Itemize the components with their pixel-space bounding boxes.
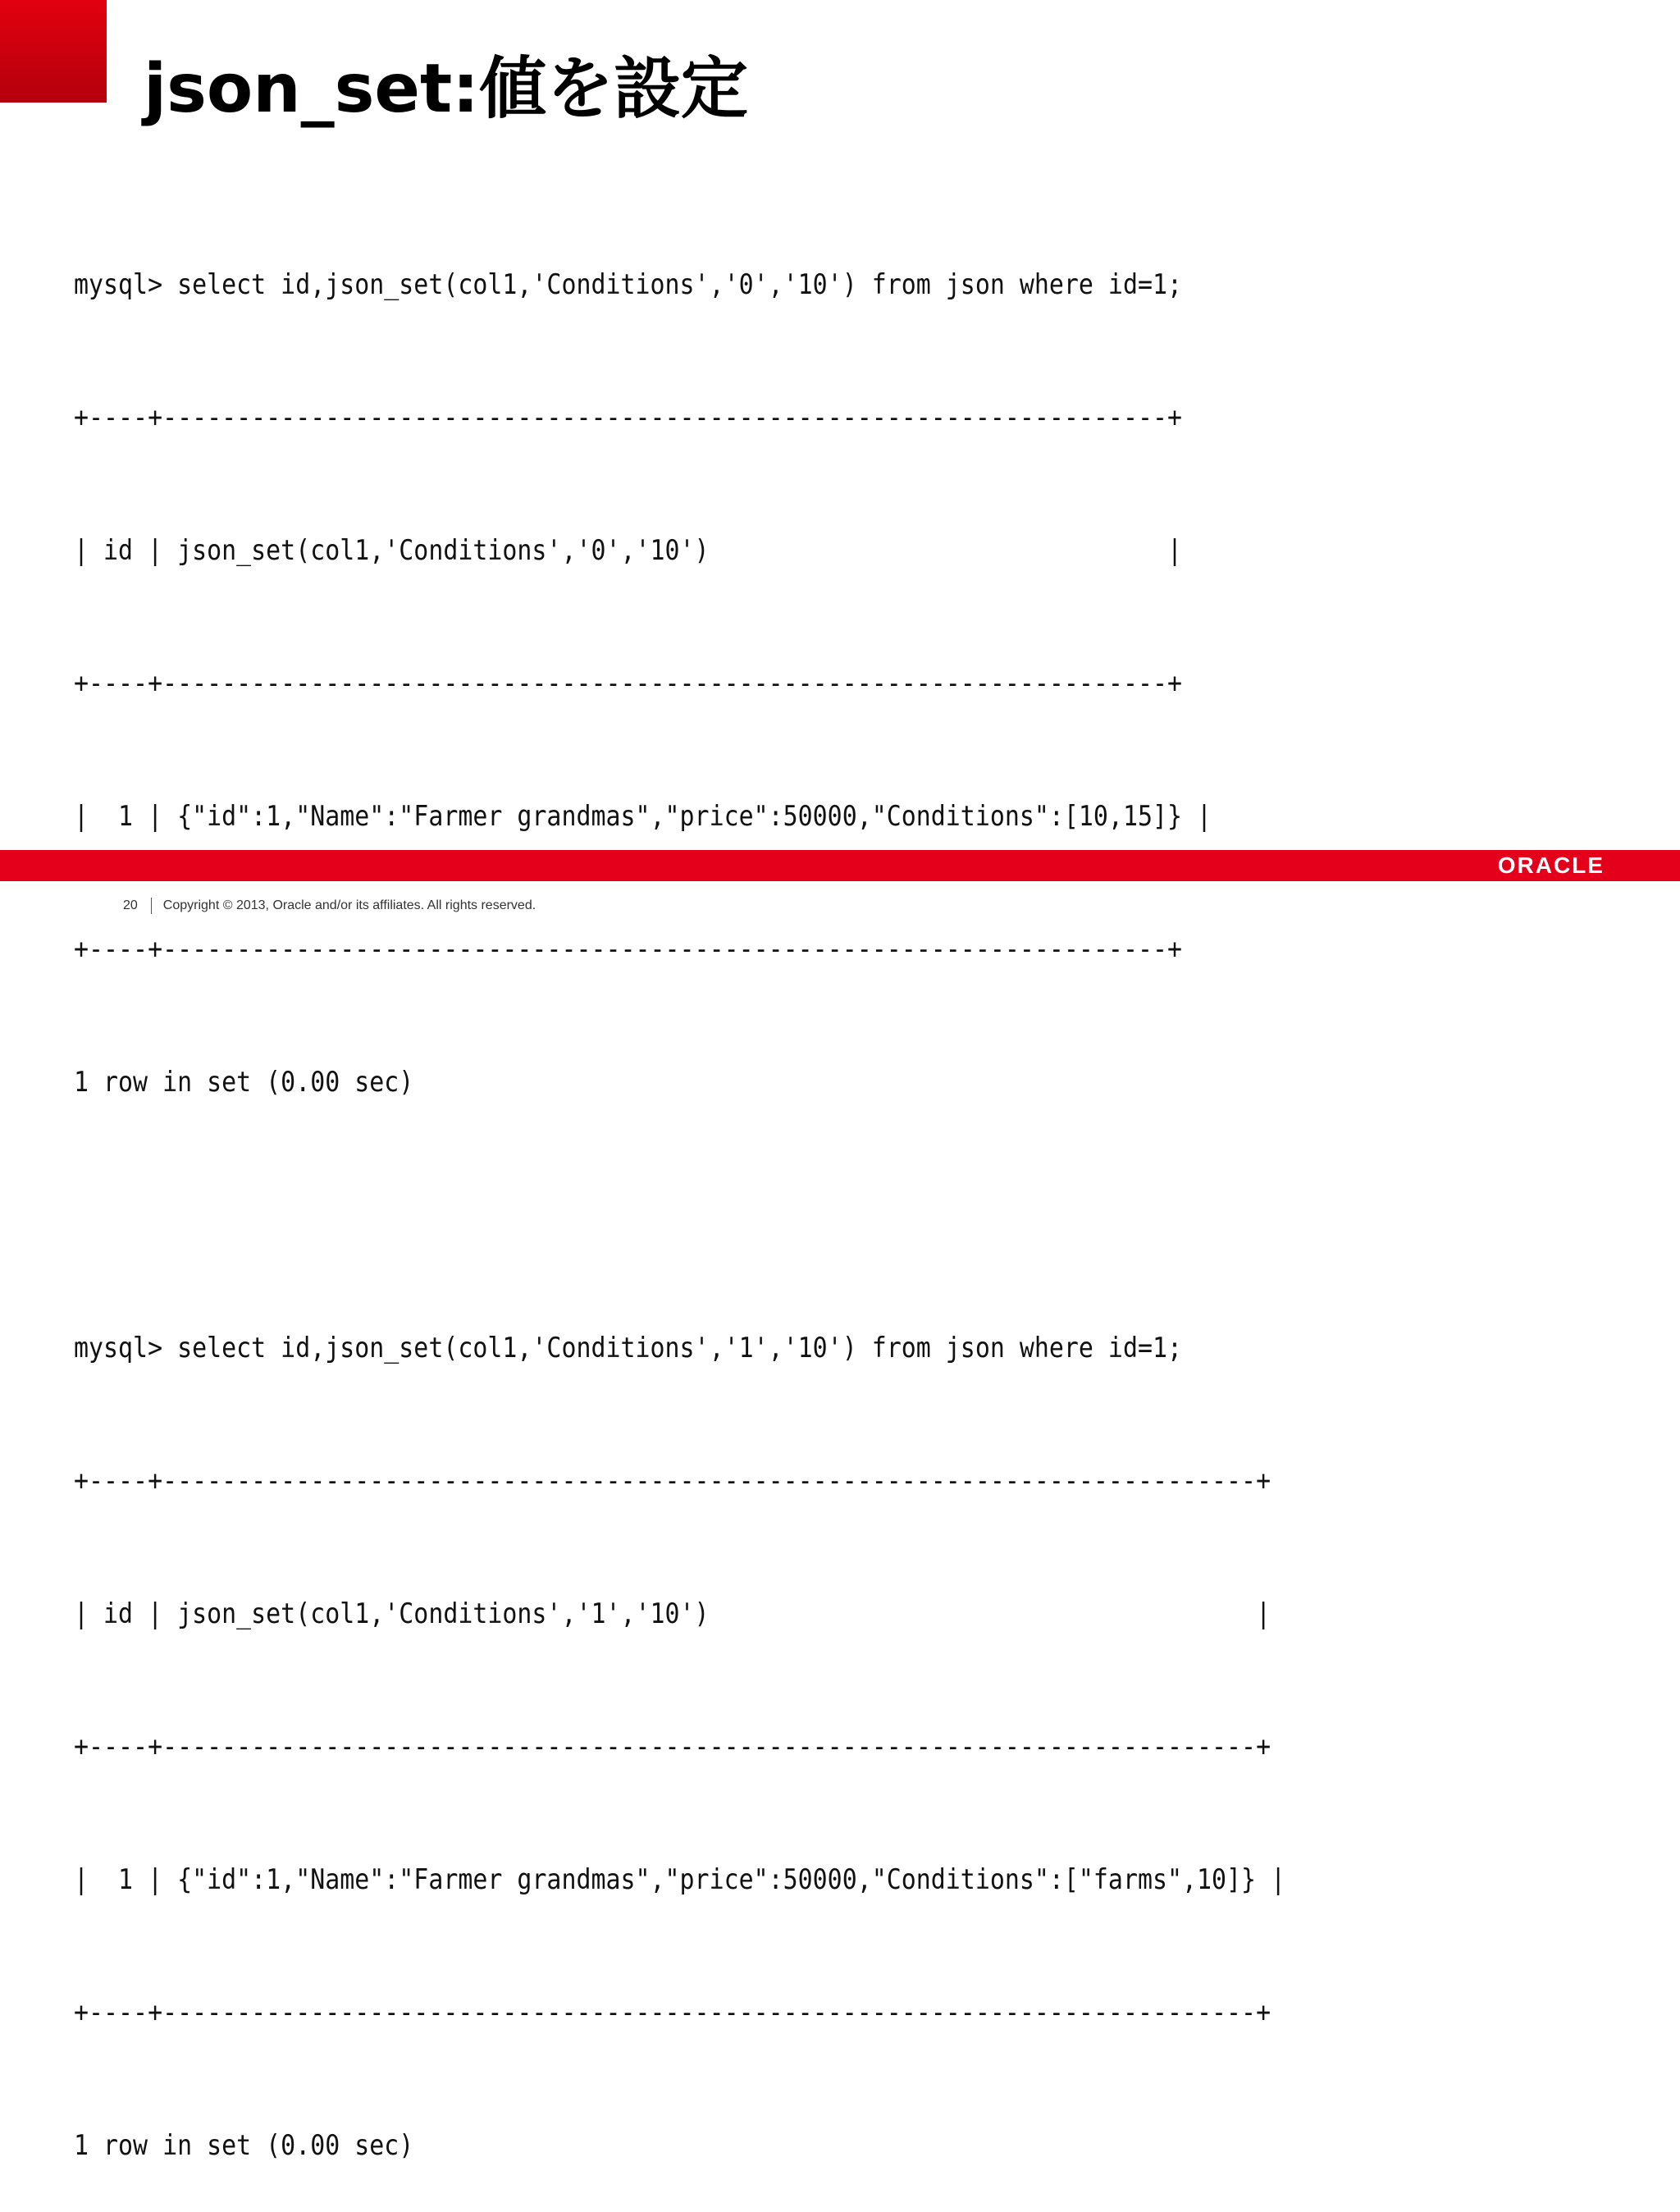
corner-accent-block [0,0,107,103]
mysql-console-output [74,174,1445,2212]
console-result-summary: 1 row in set (0.00 sec) [74,2129,414,2162]
slide-title: json_set:値を設定 [144,50,749,128]
console-blank-line [74,1193,1445,1237]
oracle-logo: ORACLE [1497,852,1605,878]
console-table-header: | id | json_set(col1,'Conditions','1','10') | [74,1597,1271,1630]
footer-divider [151,898,152,914]
console-line-query-1: mysql> select id,json_set(col1,'Conditions','0','10') from json where id=1; [74,268,1183,301]
console-result-summary: 1 row in set (0.00 sec) [74,1066,414,1099]
console-table-row: | 1 | {"id":1,"Name":"Farmer grandmas","price":50000,"Conditions":[10,15]} | [74,800,1212,833]
console-table-header: | id | json_set(col1,'Conditions','0','10') | [74,534,1183,567]
console-table-row: | 1 | {"id":1,"Name":"Farmer grandmas","price":50000,"Conditions":["farms",10]} | [74,1863,1286,1896]
console-table-border: +----+--------------------------------------------------------------------------+ [74,1730,1271,1763]
console-table-border: +----+--------------------------------------------------------------------------+ [74,1996,1271,2029]
footer-red-bar [0,850,1680,881]
copyright-text: Copyright © 2013, Oracle and/or its affiliates. All rights reserved. [162,898,536,912]
console-table-border: +----+--------------------------------------------------------------------+ [74,401,1183,434]
page-number: 20 [123,898,138,912]
slide-footer [123,898,536,914]
console-table-border: +----+--------------------------------------------------------------------+ [74,667,1183,700]
console-table-border: +----+--------------------------------------------------------------------------+ [74,1465,1271,1497]
console-line-query-2: mysql> select id,json_set(col1,'Conditions','1','10') from json where id=1; [74,1332,1183,1364]
console-table-border: +----+--------------------------------------------------------------------+ [74,933,1183,966]
